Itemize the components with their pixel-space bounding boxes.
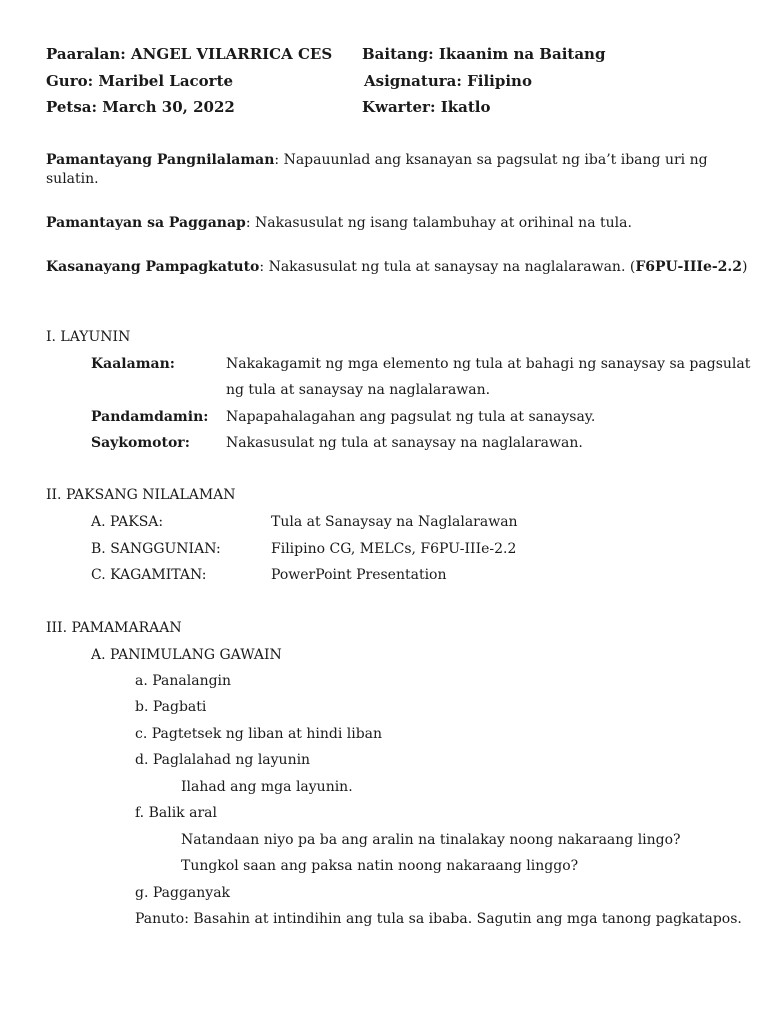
- petsa-line: Petsa: March 30, 2022: [46, 98, 235, 116]
- petsa-value: March 30, 2022: [102, 98, 235, 116]
- kasanayan-text: Nakasusulat ng tula at sanaysay na naglalarawan. (: [268, 259, 636, 275]
- pandamdamin-text: Napapahalagahan ang pagsulat ng tula at sanaysay.: [226, 409, 596, 425]
- pangnilalaman-paragraph: Pamantayang Pangnilalaman: Napauunlad ang ksanayan sa pagsulat ng iba’t ibang uri ng sulatin.: [46, 152, 708, 187]
- baitang-label: Baitang: [362, 45, 429, 63]
- pangnilalaman-label: Pamantayang Pangnilalaman: [46, 152, 275, 168]
- kaalaman-text-1: Nakakagamit ng mga elemento ng tula at bahagi ng sanaysay sa pagsulat: [226, 356, 751, 372]
- kagamitan-value: PowerPoint Presentation: [271, 567, 447, 583]
- kaalaman-label: Kaalaman:: [91, 356, 175, 372]
- list-item-pagbati: b. Pagbati: [135, 699, 207, 715]
- pangnilalaman-text: Napauunlad ang ksanayan sa pagsulat ng iba’t ibang uri ng sulatin.: [46, 152, 708, 187]
- guro-line: Guro: Maribel Lacorte: [46, 72, 234, 90]
- kasanayan-label: Kasanayang Pampagkatuto: [46, 259, 260, 275]
- paglalahad-detail: Ilahad ang mga layunin.: [181, 779, 353, 795]
- paksang-heading: II. PAKSANG NILALAMAN: [46, 487, 236, 503]
- paksa-label: A. PAKSA:: [91, 514, 164, 530]
- pagganap-text: Nakasusulat ng isang talambuhay at orihinal na tula.: [255, 215, 632, 231]
- asignatura-line: Asignatura: Filipino: [364, 72, 532, 90]
- baitang-value: Ikaanim na Baitang: [438, 45, 606, 63]
- balik-aral-question-1: Natandaan niyo pa ba ang aralin na tinalakay noong nakaraang lingo?: [181, 832, 681, 848]
- paksa-value: Tula at Sanaysay na Naglalarawan: [271, 514, 518, 530]
- kwarter-value: Ikatlo: [440, 98, 491, 116]
- list-item-balik-aral: f. Balik aral: [135, 805, 217, 821]
- pagganap-label: Pamantayan sa Pagganap: [46, 215, 246, 231]
- kagamitan-label: C. KAGAMITAN:: [91, 567, 207, 583]
- asignatura-label: Asignatura: [364, 72, 457, 90]
- balik-aral-question-2: Tungkol saan ang paksa natin noong nakaraang linggo?: [181, 858, 579, 874]
- guro-value: Maribel Lacorte: [98, 72, 234, 90]
- list-item-paglalahad: d. Paglalahad ng layunin: [135, 752, 311, 768]
- paaralan-label: Paaralan: [46, 45, 121, 63]
- guro-label: Guro: [46, 72, 88, 90]
- layunin-heading: I. LAYUNIN: [46, 329, 131, 345]
- panuto-text: Panuto: Basahin at intindihin ang tula sa ibaba. Sagutin ang mga tanong pagkatapos.: [135, 911, 742, 927]
- paaralan-line: Paaralan: ANGEL VILARRICA CES: [46, 45, 333, 63]
- kasanayan-close: ): [742, 259, 748, 275]
- panimulang-gawain-heading: A. PANIMULANG GAWAIN: [91, 647, 282, 663]
- sanggunian-label: B. SANGGUNIAN:: [91, 541, 221, 557]
- kwarter-line: Kwarter: Ikatlo: [362, 98, 491, 116]
- kaalaman-text-2: ng tula at sanaysay na naglalarawan.: [226, 382, 491, 398]
- list-item-pagganyak: g. Pagganyak: [135, 885, 231, 901]
- kasanayan-paragraph: Kasanayang Pampagkatuto: Nakasusulat ng tula at sanaysay na naglalarawan. (F6PU-IIIe-2.2): [46, 259, 748, 275]
- pamamaraan-heading: III. PAMAMARAAN: [46, 620, 182, 636]
- list-item-pagtetsek: c. Pagtetsek ng liban at hindi liban: [135, 726, 383, 742]
- baitang-line: Baitang: Ikaanim na Baitang: [362, 45, 606, 63]
- saykomotor-text: Nakasusulat ng tula at sanaysay na naglalarawan.: [226, 435, 583, 451]
- petsa-label: Petsa: [46, 98, 92, 116]
- pandamdamin-label: Pandamdamin:: [91, 409, 209, 425]
- list-item-panalangin: a. Panalangin: [135, 673, 232, 689]
- kwarter-label: Kwarter: [362, 98, 430, 116]
- sanggunian-value: Filipino CG, MELCs, F6PU-IIIe-2.2: [271, 541, 517, 557]
- pagganap-paragraph: Pamantayan sa Pagganap: Nakasusulat ng isang talambuhay at orihinal na tula.: [46, 215, 632, 231]
- saykomotor-label: Saykomotor:: [91, 435, 190, 451]
- asignatura-value: Filipino: [467, 72, 532, 90]
- kasanayan-code: F6PU-IIIe-2.2: [635, 259, 743, 275]
- paaralan-value: ANGEL VILARRICA CES: [131, 45, 333, 63]
